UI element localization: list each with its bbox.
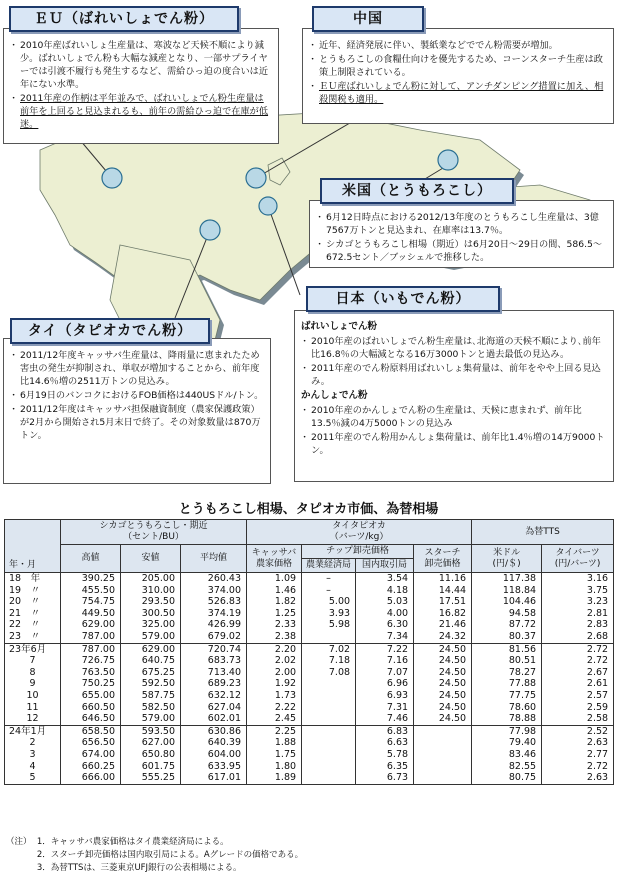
table-cell: 763.50 [61, 667, 121, 679]
table-cell [302, 713, 356, 725]
table-cell: 630.86 [181, 725, 247, 737]
table-cell: 14.44 [414, 585, 472, 597]
table-cell: 2.63 [542, 737, 614, 749]
note-line: 2．スターチ卸売価格は国内取引局による。Aグレードの価格である。 [6, 850, 304, 860]
table-cell: 627.00 [121, 737, 181, 749]
table-cell: 2.33 [247, 619, 302, 631]
japan-subheading: ばれいしょでん粉 [301, 321, 378, 332]
table-cell: 713.40 [181, 667, 247, 679]
header-chip: チップ卸売価格 [302, 545, 414, 559]
table-cell: 2.52 [542, 725, 614, 737]
table-cell: 629.00 [61, 619, 121, 631]
table-cell: 80.37 [472, 631, 542, 643]
table-cell: 24.50 [414, 713, 472, 725]
table-cell: 24.50 [414, 678, 472, 690]
table-cell: 78.60 [472, 702, 542, 714]
table-cell: 83.46 [472, 749, 542, 761]
table-cell: 374.19 [181, 608, 247, 620]
table-row [5, 608, 614, 620]
table-cell: 426.99 [181, 619, 247, 631]
table-cell [302, 772, 356, 784]
table-cell: 2.20 [247, 643, 302, 655]
japan-subheading: かんしょでん粉 [301, 390, 368, 401]
table-cell: 310.00 [121, 585, 181, 597]
notes [6, 836, 303, 875]
table-cell: 3.54 [356, 573, 414, 585]
header-fx: 為替TTS [472, 520, 614, 545]
table-cell: 4.00 [356, 608, 414, 620]
japan-title: 日本（いもでん粉） [306, 286, 500, 312]
thai-marker [200, 220, 220, 240]
table-cell [414, 749, 472, 761]
table-row [5, 772, 614, 784]
table-cell: 656.50 [61, 737, 121, 749]
table-cell: 300.50 [121, 608, 181, 620]
table-row [5, 690, 614, 702]
table-cell: 24.50 [414, 643, 472, 655]
table-cell [414, 772, 472, 784]
table-cell: 604.00 [181, 749, 247, 761]
table-cell: 118.84 [472, 585, 542, 597]
table-cell: 660.25 [61, 761, 121, 773]
table-cell: 293.50 [121, 596, 181, 608]
table-cell: 7.08 [302, 667, 356, 679]
japan-marker [259, 197, 277, 215]
table-cell: 5.00 [302, 596, 356, 608]
usa-marker [438, 150, 458, 170]
table-cell: 94.58 [472, 608, 542, 620]
table-cell: 2.38 [247, 631, 302, 643]
table-cell: 629.00 [121, 643, 181, 655]
table-cell: 582.50 [121, 702, 181, 714]
table-cell: 592.50 [121, 678, 181, 690]
table-cell: 617.01 [181, 772, 247, 784]
thai-item: ・ 2011/12年度キャッサバ生産量は、降雨量に恵まれたため害虫の発生が抑制され、単収が増加することから、前年度比14.6％増の2511万トンの見込み。 [10, 349, 264, 388]
table-cell: 1.89 [247, 772, 302, 784]
header-col: 平均値 [181, 545, 247, 573]
eu-marker [102, 168, 122, 188]
table-cell: 6.83 [356, 725, 414, 737]
table-cell: 24.50 [414, 702, 472, 714]
table-cell: 78.27 [472, 667, 542, 679]
table-row [5, 643, 614, 655]
table-cell: 17.51 [414, 596, 472, 608]
table-cell [302, 702, 356, 714]
china-item: ・ とうもろこしの食糧仕向けを優先するため、コーンスターチ生産は政策上制限されている。 [309, 53, 607, 79]
table-cell: 4.18 [356, 585, 414, 597]
table-cell: 205.00 [121, 573, 181, 585]
table-cell: 632.12 [181, 690, 247, 702]
usa-title: 米国（とうもろこし） [320, 178, 514, 204]
table-cell: 2.83 [542, 619, 614, 631]
table-cell: 5.98 [302, 619, 356, 631]
table-cell: 5.03 [356, 596, 414, 608]
table-row [5, 585, 614, 597]
table-row [5, 655, 614, 667]
row-label: 23年6月 [5, 643, 61, 655]
header-col: 高値 [61, 545, 121, 573]
table-row [5, 678, 614, 690]
row-label: 2 [5, 737, 61, 749]
table-cell [302, 690, 356, 702]
table-row [5, 667, 614, 679]
table-cell: 689.23 [181, 678, 247, 690]
table-cell: 750.25 [61, 678, 121, 690]
table-cell: 21.46 [414, 619, 472, 631]
table-cell: 1.73 [247, 690, 302, 702]
table-cell: 5.78 [356, 749, 414, 761]
table-cell: 650.80 [121, 749, 181, 761]
table-cell: 2.02 [247, 655, 302, 667]
row-label: 18 年 [5, 573, 61, 585]
table-cell: 6.93 [356, 690, 414, 702]
table-cell [302, 631, 356, 643]
table-cell: 7.22 [356, 643, 414, 655]
header-col: タイバーツ (円/バーツ) [542, 545, 614, 573]
table-cell: 24.50 [414, 667, 472, 679]
table-row [5, 761, 614, 773]
table-cell: 80.75 [472, 772, 542, 784]
row-label: 4 [5, 761, 61, 773]
table-row [5, 737, 614, 749]
table-row [5, 749, 614, 761]
china-title: 中国 [312, 6, 424, 32]
japan-box [294, 310, 614, 482]
row-label: 5 [5, 772, 61, 784]
table-cell: 2.63 [542, 772, 614, 784]
table-cell: 666.00 [61, 772, 121, 784]
table-body [5, 573, 614, 785]
table-cell: 7.02 [302, 643, 356, 655]
header-col: 安値 [121, 545, 181, 573]
table-row [5, 596, 614, 608]
table-cell: 80.51 [472, 655, 542, 667]
row-label: 7 [5, 655, 61, 667]
table-cell: 7.16 [356, 655, 414, 667]
table-cell: 260.43 [181, 573, 247, 585]
thai-item: ・ 2011/12年度はキャッサバ担保融資制度（農家保護政策）が2月から開始され5月末日で終了。その対象数量は870万トン。 [10, 403, 264, 442]
header-col: 農業経済局 [302, 559, 356, 573]
table-row [5, 573, 614, 585]
table-cell: 7.07 [356, 667, 414, 679]
row-label: 12 [5, 713, 61, 725]
table-cell: 77.75 [472, 690, 542, 702]
table-cell: 2.72 [542, 655, 614, 667]
table-cell: 646.50 [61, 713, 121, 725]
table-cell: 658.50 [61, 725, 121, 737]
table-cell: 2.81 [542, 608, 614, 620]
table-cell: 593.50 [121, 725, 181, 737]
table-cell: 627.04 [181, 702, 247, 714]
table-cell: 787.00 [61, 643, 121, 655]
eu-item: ・ 2010年産ばれいしょ生産量は、寒波など天候不順により減少。ばれいしょでん粉も大幅な減産となり、一部サプライヤーでは引渡不履行も発生するなど、需給ひっ迫の度合いは近年にない水準。 [10, 39, 272, 91]
table-cell: 1.09 [247, 573, 302, 585]
japan-item: ・ 2010年産のばれいしょでん粉生産量は､北海道の天候不順により､前年比16.8％の大幅減となる16万3000トンと過去最低の見込み。 [301, 335, 607, 361]
table-cell: 7.18 [302, 655, 356, 667]
eu-item: ・ 2011年産の作柄は平年並みで、ばれいしょでん粉生産量は前年を上回ると見込まれるも、前年の需給ひっ迫で在庫が低迷。 [10, 92, 272, 131]
row-label: 22 〃 [5, 619, 61, 631]
table-cell: 675.25 [121, 667, 181, 679]
table-cell: 601.75 [121, 761, 181, 773]
table-cell: 640.75 [121, 655, 181, 667]
table-row [5, 619, 614, 631]
table-cell: 455.50 [61, 585, 121, 597]
table-cell: 754.75 [61, 596, 121, 608]
table-cell: 2.00 [247, 667, 302, 679]
table-cell: 82.55 [472, 761, 542, 773]
table-cell: 374.00 [181, 585, 247, 597]
table-cell: 655.00 [61, 690, 121, 702]
table-cell: 2.22 [247, 702, 302, 714]
table-row [5, 631, 614, 643]
table-cell: 2.61 [542, 678, 614, 690]
table-cell: 11.16 [414, 573, 472, 585]
table-cell [302, 749, 356, 761]
table-cell: 3.93 [302, 608, 356, 620]
table-cell: 7.31 [356, 702, 414, 714]
table-cell: 7.34 [356, 631, 414, 643]
table-cell: 1.88 [247, 737, 302, 749]
table-cell: 2.25 [247, 725, 302, 737]
table-cell: 16.82 [414, 608, 472, 620]
note-line: 3．為替TTSは、三菱東京UFJ銀行の公表相場による。 [6, 863, 242, 873]
table-cell [302, 725, 356, 737]
table-cell: 720.74 [181, 643, 247, 655]
table-cell: 117.38 [472, 573, 542, 585]
table-cell: 1.46 [247, 585, 302, 597]
table-cell: 78.88 [472, 713, 542, 725]
china-item: ・ 近年、経済発展に伴い、製紙業などででん粉需要が増加。 [309, 39, 607, 52]
table-cell: 24.50 [414, 655, 472, 667]
table-cell: 633.95 [181, 761, 247, 773]
table-cell: 2.59 [542, 702, 614, 714]
table-cell [414, 725, 472, 737]
table-cell: 726.75 [61, 655, 121, 667]
table-cell: 7.46 [356, 713, 414, 725]
table-cell: 587.75 [121, 690, 181, 702]
table-cell: 602.01 [181, 713, 247, 725]
thai-title: タイ（タピオカでん粉） [10, 318, 210, 344]
header-chicago: シカゴとうもろこし・期近 （セント/BU） [61, 520, 247, 545]
table-cell: 2.72 [542, 761, 614, 773]
table-cell: 579.00 [121, 713, 181, 725]
japan-item: ・ 2010年産のかんしょでん粉の生産量は、天候に恵まれず、前年比13.5％減の4万5000トンの見込み [301, 404, 607, 430]
table-cell: 2.57 [542, 690, 614, 702]
japan-item: ・ 2011年産のでん粉用かんしょ集荷量は、前年比1.4％増の14万9000トン。 [301, 431, 607, 457]
table-cell [302, 761, 356, 773]
usa-item: ・ シカゴとうもろこし相場（期近）は6月20日～29日の間、586.5～672.5セント／ブッシェルで推移した。 [316, 238, 607, 264]
table-cell: 24.50 [414, 690, 472, 702]
table-cell: 24.32 [414, 631, 472, 643]
row-label: 21 〃 [5, 608, 61, 620]
table-cell: 2.67 [542, 667, 614, 679]
row-label: 11 [5, 702, 61, 714]
table-title: とうもろこし相場、タピオカ市価、為替相場 [178, 502, 439, 517]
table-cell: 6.73 [356, 772, 414, 784]
table-cell: 1.75 [247, 749, 302, 761]
table-cell: 674.00 [61, 749, 121, 761]
table-cell: 87.72 [472, 619, 542, 631]
table-cell: 679.02 [181, 631, 247, 643]
header-col: 米ドル (円/＄) [472, 545, 542, 573]
table-cell: 390.25 [61, 573, 121, 585]
table-cell: 449.50 [61, 608, 121, 620]
row-label: 3 [5, 749, 61, 761]
china-box [302, 28, 614, 124]
table-cell: 640.39 [181, 737, 247, 749]
row-label: 24年1月 [5, 725, 61, 737]
eu-box [3, 28, 279, 144]
table-cell: 3.23 [542, 596, 614, 608]
table-cell [414, 761, 472, 773]
table-cell: 660.50 [61, 702, 121, 714]
table-cell: 787.00 [61, 631, 121, 643]
table-cell: 579.00 [121, 631, 181, 643]
table-cell: 6.96 [356, 678, 414, 690]
table-cell: 526.83 [181, 596, 247, 608]
thai-item: ・ 6月19日のバンコクにおけるFOB価格は440USドル/トン。 [10, 389, 264, 402]
table-cell [302, 678, 356, 690]
row-label: 19 〃 [5, 585, 61, 597]
table-cell: – [302, 585, 356, 597]
table-cell: 683.73 [181, 655, 247, 667]
row-label: 9 [5, 678, 61, 690]
header-year-month: 年・月 [5, 520, 61, 573]
table-cell: 2.58 [542, 713, 614, 725]
table-cell: 2.45 [247, 713, 302, 725]
row-label: 10 [5, 690, 61, 702]
table-cell [414, 737, 472, 749]
china-marker [246, 168, 266, 188]
table-cell: 2.72 [542, 643, 614, 655]
row-label: 20 〃 [5, 596, 61, 608]
table-cell: – [302, 573, 356, 585]
usa-item: ・ 6月12日時点における2012/13年度のとうもろこし生産量は、3億7567万トンと見込まれ、在庫率は13.7％。 [316, 211, 607, 237]
table-cell: 325.00 [121, 619, 181, 631]
header-col: キャッサバ 農家価格 [247, 545, 302, 573]
table-cell: 6.30 [356, 619, 414, 631]
header-tapioca: タイタピオカ （バーツ/kg） [247, 520, 472, 545]
table-cell: 6.35 [356, 761, 414, 773]
table-cell: 2.77 [542, 749, 614, 761]
table-cell: 555.25 [121, 772, 181, 784]
table-cell: 1.82 [247, 596, 302, 608]
header-col: 国内取引局 [356, 559, 414, 573]
row-label: 8 [5, 667, 61, 679]
table-cell: 2.68 [542, 631, 614, 643]
table-cell: 104.46 [472, 596, 542, 608]
table-row [5, 713, 614, 725]
note-line: （注） 1．キャッサバ農家価格はタイ農業経済局による。 [6, 837, 229, 847]
table-cell [302, 737, 356, 749]
table-cell: 77.88 [472, 678, 542, 690]
header-col: スターチ 卸売価格 [414, 545, 472, 573]
table-cell: 6.63 [356, 737, 414, 749]
china-item: ・ ＥＵ産ばれいしょでん粉に対して、アンチダンピング措置に加え、相殺関税も適用。 [309, 80, 607, 106]
table-cell: 77.98 [472, 725, 542, 737]
row-label: 23 〃 [5, 631, 61, 643]
japan-item: ・ 2011年産のでん粉原料用ばれいしょ集荷量は、前年をやや上回る見込み。 [301, 362, 607, 388]
table-cell: 3.16 [542, 573, 614, 585]
table-cell: 3.75 [542, 585, 614, 597]
thai-box [3, 338, 271, 484]
table-cell: 1.25 [247, 608, 302, 620]
eu-title: ＥＵ（ばれいしょでん粉） [9, 6, 239, 32]
table-row [5, 725, 614, 737]
usa-box [309, 200, 614, 268]
table-cell: 1.80 [247, 761, 302, 773]
table-cell: 1.92 [247, 678, 302, 690]
table-cell: 79.40 [472, 737, 542, 749]
table-cell: 81.56 [472, 643, 542, 655]
table-row [5, 702, 614, 714]
price-table [4, 519, 614, 785]
